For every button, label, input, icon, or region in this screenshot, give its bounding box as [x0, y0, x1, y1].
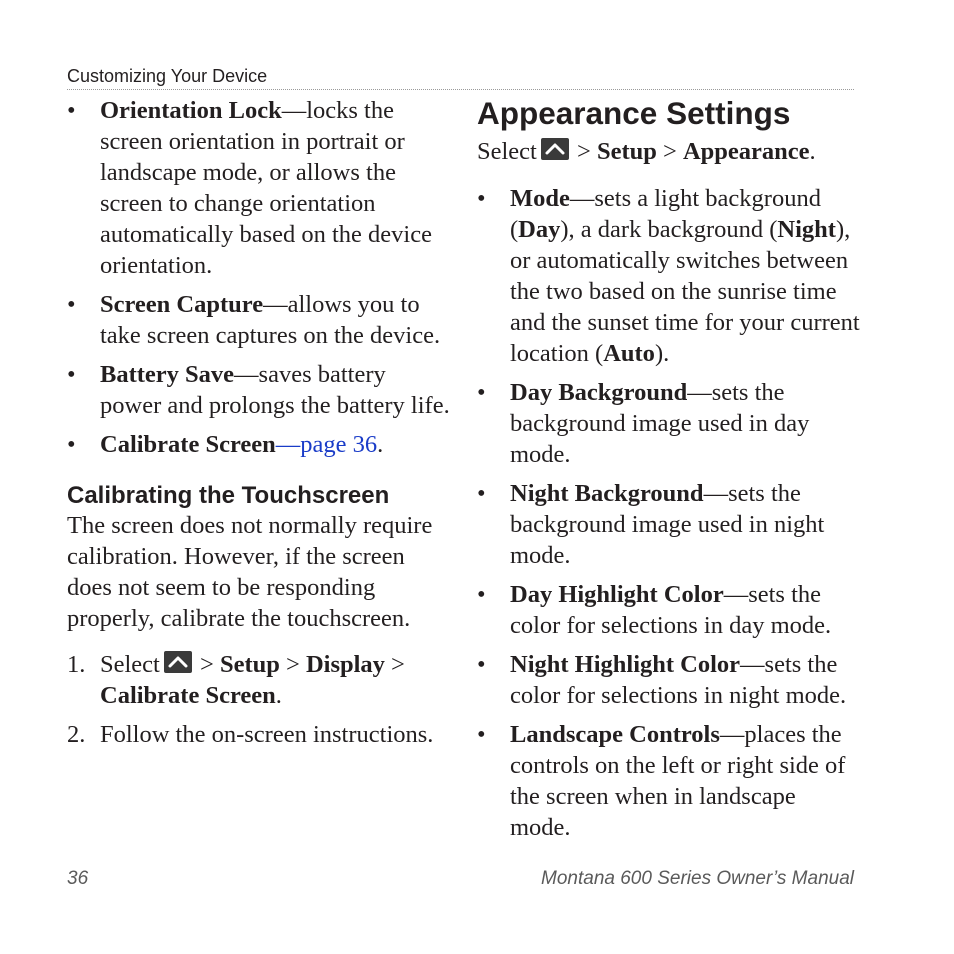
- setting-term: Night Highlight Color: [510, 651, 741, 678]
- home-icon: [541, 138, 569, 160]
- appearance-settings-list: [477, 183, 862, 843]
- step-number: 2.: [67, 721, 86, 748]
- bullet: •: [477, 721, 486, 748]
- punct: .: [377, 431, 384, 458]
- setting-term: Night Background: [510, 480, 704, 507]
- menu-path: [477, 136, 862, 167]
- list-item: [477, 579, 862, 641]
- bullet: •: [477, 651, 486, 678]
- list-item: [477, 183, 862, 369]
- left-settings-list: [67, 95, 452, 460]
- gt: >: [570, 138, 597, 165]
- path-select: Select: [477, 138, 537, 165]
- list-item: [67, 359, 452, 421]
- bullet: •: [67, 97, 76, 124]
- bullet: •: [67, 291, 76, 318]
- list-item: [67, 289, 452, 351]
- setting-term: Orientation Lock: [100, 97, 282, 124]
- right-column: [477, 95, 862, 851]
- menu-appearance: Appearance: [682, 138, 810, 165]
- menu-setup: Setup: [219, 651, 280, 678]
- setting-term: Day Background: [510, 379, 688, 406]
- step-text: Select: [100, 651, 160, 678]
- setting-desc: —allows you to take screen captures on the device.: [100, 291, 441, 349]
- step-text: Follow the on-screen instructions.: [100, 721, 434, 748]
- option-auto: Auto: [603, 340, 655, 367]
- bullet: •: [477, 185, 486, 212]
- setting-desc: ).: [654, 340, 670, 367]
- list-item: [67, 429, 452, 460]
- section-title: Appearance Settings: [477, 95, 791, 131]
- bullet: •: [477, 581, 486, 608]
- list-item: [477, 719, 862, 843]
- setting-desc: —sets the background image used in night mode.: [510, 480, 825, 569]
- left-column: [67, 95, 452, 758]
- list-item: [477, 478, 862, 571]
- setting-desc: —sets the color for selections in day mode.: [510, 581, 832, 639]
- setting-desc: —sets the color for selections in night mode.: [510, 651, 847, 709]
- page-number: 36: [67, 868, 89, 889]
- setting-term: Battery Save: [100, 361, 235, 388]
- gt: >: [279, 651, 306, 678]
- page-link-sep: —: [275, 431, 301, 458]
- option-day: Day: [518, 216, 561, 243]
- setting-term: Screen Capture: [100, 291, 264, 318]
- list-item: [67, 95, 452, 281]
- menu-setup: Setup: [596, 138, 657, 165]
- punct: .: [809, 138, 816, 165]
- setting-term: Mode: [510, 185, 570, 212]
- bullet: •: [477, 379, 486, 406]
- bullet: •: [67, 361, 76, 388]
- calibrating-body: The screen does not normally require calibration. However, if the screen does not seem to be responding properly, calibrate the touchscreen.: [67, 512, 433, 632]
- setting-desc: —sets a light background (: [510, 185, 821, 243]
- step-number: 1.: [67, 651, 86, 678]
- manual-title: Montana 600 Series Owner’s Manual: [541, 868, 854, 889]
- bullet: •: [477, 480, 486, 507]
- setting-term: Day Highlight Color: [510, 581, 724, 608]
- step-item: [67, 649, 452, 711]
- home-icon: [164, 651, 192, 673]
- setting-term: Calibrate Screen: [100, 431, 276, 458]
- gt: >: [656, 138, 683, 165]
- menu-calibrate-screen: Calibrate Screen: [100, 682, 276, 709]
- gt: >: [384, 651, 405, 678]
- setting-desc: ), or automatically switches between the two based on the sunrise time and the sunset time for your current location (: [510, 216, 860, 367]
- setting-desc: —sets the background image used in day mode.: [510, 379, 810, 468]
- menu-display: Display: [305, 651, 385, 678]
- setting-desc: ), a dark background (: [560, 216, 778, 243]
- page-link[interactable]: page 36: [300, 431, 378, 458]
- setting-desc: —locks the screen orientation in portrait or landscape mode, or allows the screen to change orientation automatically based on the device orientation.: [100, 97, 432, 279]
- list-item: [477, 377, 862, 470]
- step-item: [67, 719, 452, 750]
- calibration-steps: [67, 649, 452, 750]
- running-header: Customizing Your Device: [67, 65, 854, 90]
- list-item: [477, 649, 862, 711]
- punct: .: [275, 682, 282, 709]
- option-night: Night: [777, 216, 836, 243]
- setting-term: Landscape Controls: [510, 721, 720, 748]
- calibrating-heading: Calibrating the Touchscreen: [67, 482, 390, 509]
- gt: >: [193, 651, 220, 678]
- setting-desc: —saves battery power and prolongs the battery life.: [100, 361, 450, 419]
- bullet: •: [67, 431, 76, 458]
- setting-desc: —places the controls on the left or right side of the screen when in landscape mode.: [510, 721, 846, 841]
